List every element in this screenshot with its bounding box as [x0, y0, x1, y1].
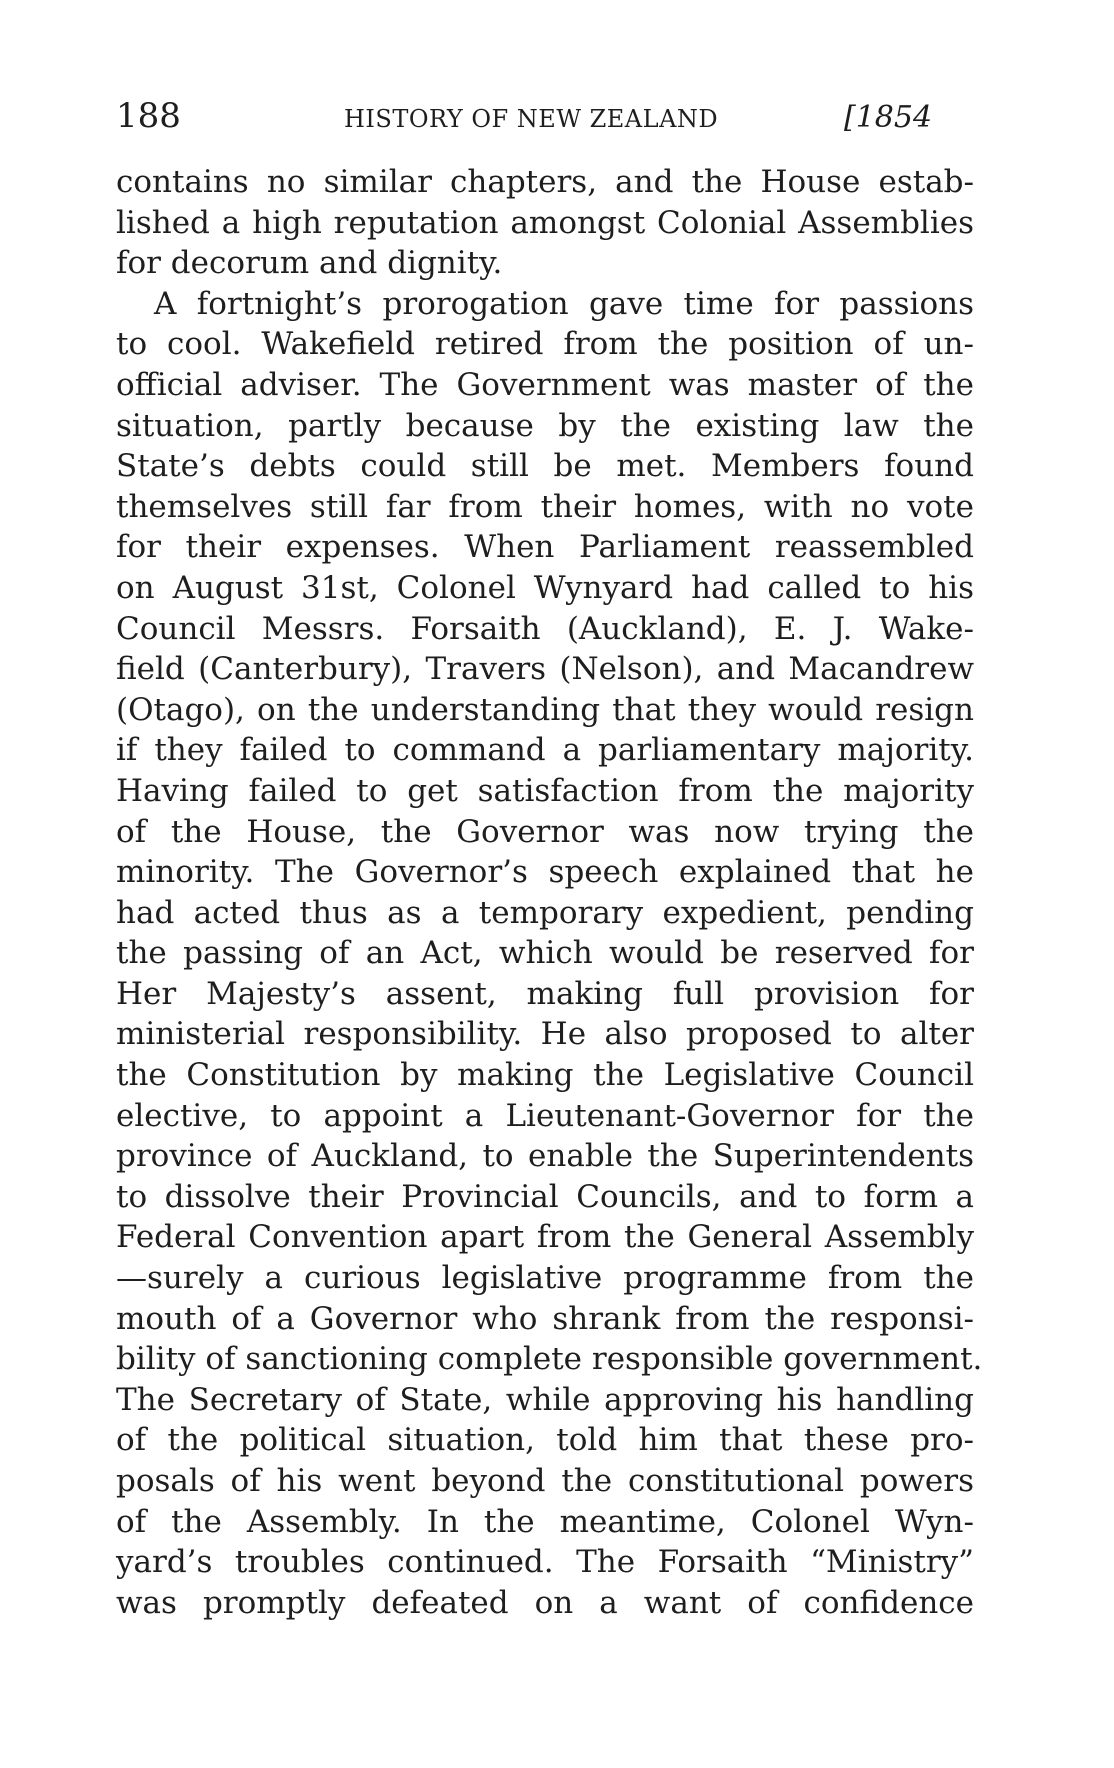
text-line: (Otago), on the understanding that they would resign	[116, 691, 974, 728]
text-line: on August 31st, Colonel Wynyard had called to his	[116, 569, 974, 606]
paragraph-start-line: A fortnight’s prorogation gave time for passions	[154, 285, 974, 322]
text-line: official adviser. The Government was master of the	[116, 366, 974, 403]
text-line: of the House, the Governor was now trying the	[116, 813, 974, 850]
text-line: Council Messrs. Forsaith (Auckland), E. J. Wake-	[116, 610, 974, 647]
text-line: for their expenses. When Parliament reassembled	[116, 529, 974, 566]
text-line: bility of sanctioning complete responsible government.	[116, 1341, 983, 1378]
text-line: to cool. Wakefield retired from the position of un-	[116, 326, 974, 363]
text-line: mouth of a Governor who shrank from the responsi-	[116, 1300, 974, 1337]
text-line: minority. The Governor’s speech explained that he	[116, 854, 974, 891]
text-line: Federal Convention apart from the General Assembly	[116, 1219, 974, 1256]
text-line: lished a high reputation amongst Colonial Assemblies	[116, 204, 974, 241]
text-line: to dissolve their Provincial Councils, and to form a	[116, 1178, 974, 1215]
text-line: State’s debts could still be met. Members found	[116, 448, 974, 485]
text-line: contains no similar chapters, and the House estab-	[116, 164, 974, 200]
text-line: had acted thus as a temporary expedient, pending	[116, 894, 974, 931]
text-line: —surely a curious legislative programme from the	[116, 1260, 974, 1297]
text-line: for decorum and dignity.	[116, 245, 503, 282]
text-line: ministerial responsibility. He also proposed to alter	[116, 1016, 974, 1053]
page-number: 188	[116, 96, 181, 136]
text-line: yard’s troubles continued. The Forsaith “Ministry”	[116, 1544, 974, 1581]
text-line: was promptly defeated on a want of confidence	[116, 1584, 974, 1621]
running-title: HISTORY OF NEW ZEALAND	[344, 105, 719, 133]
text-line: The Secretary of State, while approving his handling	[116, 1381, 974, 1418]
text-line: the Constitution by making the Legislative Council	[116, 1057, 974, 1094]
text-line: of the Assembly. In the meantime, Colonel Wyn-	[116, 1503, 974, 1540]
text-line: of the political situation, told him that these pro-	[116, 1422, 974, 1459]
text-line: Her Majesty’s assent, making full provision for	[116, 975, 974, 1012]
text-line: situation, partly because by the existing law the	[116, 407, 974, 444]
running-head	[116, 96, 988, 146]
body-text	[116, 162, 983, 1623]
year-marker: [1854	[844, 100, 933, 135]
text-line: elective, to appoint a Lieutenant-Governor for the	[116, 1097, 974, 1134]
text-line: themselves still far from their homes, with no vote	[116, 488, 974, 525]
text-line: province of Auckland, to enable the Superintendents	[116, 1138, 974, 1175]
text-line: the passing of an Act, which would be reserved for	[116, 935, 974, 972]
text-line: posals of his went beyond the constitutional powers	[116, 1463, 974, 1499]
text-line: field (Canterbury), Travers (Nelson), and Macandrew	[116, 651, 974, 688]
text-line: Having failed to get satisfaction from the majority	[116, 772, 974, 809]
text-line: if they failed to command a parliamentary majority.	[116, 732, 974, 769]
